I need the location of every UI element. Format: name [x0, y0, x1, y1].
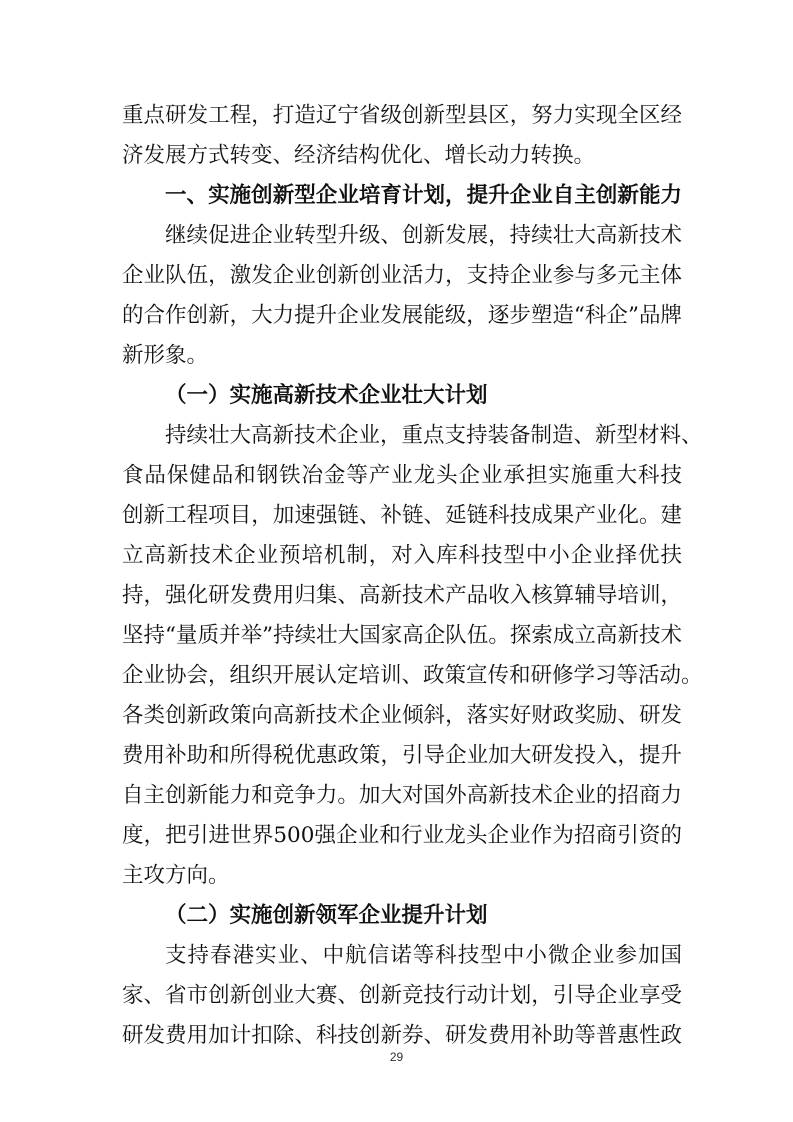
- body-text-line: 重点研发工程，打造辽宁省级创新型县区，努力实现全区经: [122, 103, 682, 128]
- body-text-line: 济发展方式转变、经济结构优化、增长动力转换。: [122, 143, 596, 168]
- body-text-line: 持续壮大高新技术企业，重点支持装备制造、新型材料、: [165, 423, 703, 448]
- body-text-line: 度，把引进世界500强企业和行业龙头企业作为招商引资的: [122, 823, 682, 848]
- page-number: 29: [389, 1050, 404, 1064]
- body-text-line: 自主创新能力和竞争力。加大对国外高新技术企业的招商力: [122, 783, 682, 808]
- body-text-line: 食品保健品和钢铁冶金等产业龙头企业承担实施重大科技: [122, 463, 682, 488]
- subsection-heading: （二）实施创新领军企业提升计划: [165, 903, 488, 928]
- body-text-line: 各类创新政策向高新技术企业倾斜，落实好财政奖励、研发: [122, 703, 682, 728]
- body-text-line: 主攻方向。: [122, 863, 230, 888]
- section-heading: 一、实施创新型企业培育计划，提升企业自主创新能力: [165, 183, 682, 208]
- body-text-line: 继续促进企业转型升级、创新发展，持续壮大高新技术: [165, 223, 682, 248]
- body-text-line: 费用补助和所得税优惠政策，引导企业加大研发投入，提升: [122, 743, 682, 768]
- body-text-line: 创新工程项目，加速强链、补链、延链科技成果产业化。建: [122, 503, 682, 528]
- subsection-heading: （一）实施高新技术企业壮大计划: [165, 383, 488, 408]
- body-text-line: 的合作创新，大力提升企业发展能级，逐步塑造“科企”品牌: [122, 303, 682, 328]
- body-text-line: 家、省市创新创业大赛、创新竞技行动计划，引导企业享受: [122, 983, 682, 1008]
- body-text-line: 研发费用加计扣除、科技创新券、研发费用补助等普惠性政: [122, 1023, 682, 1048]
- body-text-line: 支持春港实业、中航信诺等科技型中小微企业参加国: [165, 943, 682, 968]
- body-text-line: 企业协会，组织开展认定培训、政策宣传和研修学习等活动。: [122, 663, 703, 688]
- body-text-line: 立高新技术企业预培机制，对入库科技型中小企业择优扶: [122, 543, 682, 568]
- body-text-line: 企业队伍，激发企业创新创业活力，支持企业参与多元主体: [122, 263, 682, 288]
- body-text-line: 坚持“量质并举”持续壮大国家高企队伍。探索成立高新技术: [122, 623, 682, 648]
- body-text-line: 持，强化研发费用归集、高新技术产品收入核算辅导培训，: [122, 583, 682, 608]
- body-text-line: 新形象。: [122, 343, 209, 368]
